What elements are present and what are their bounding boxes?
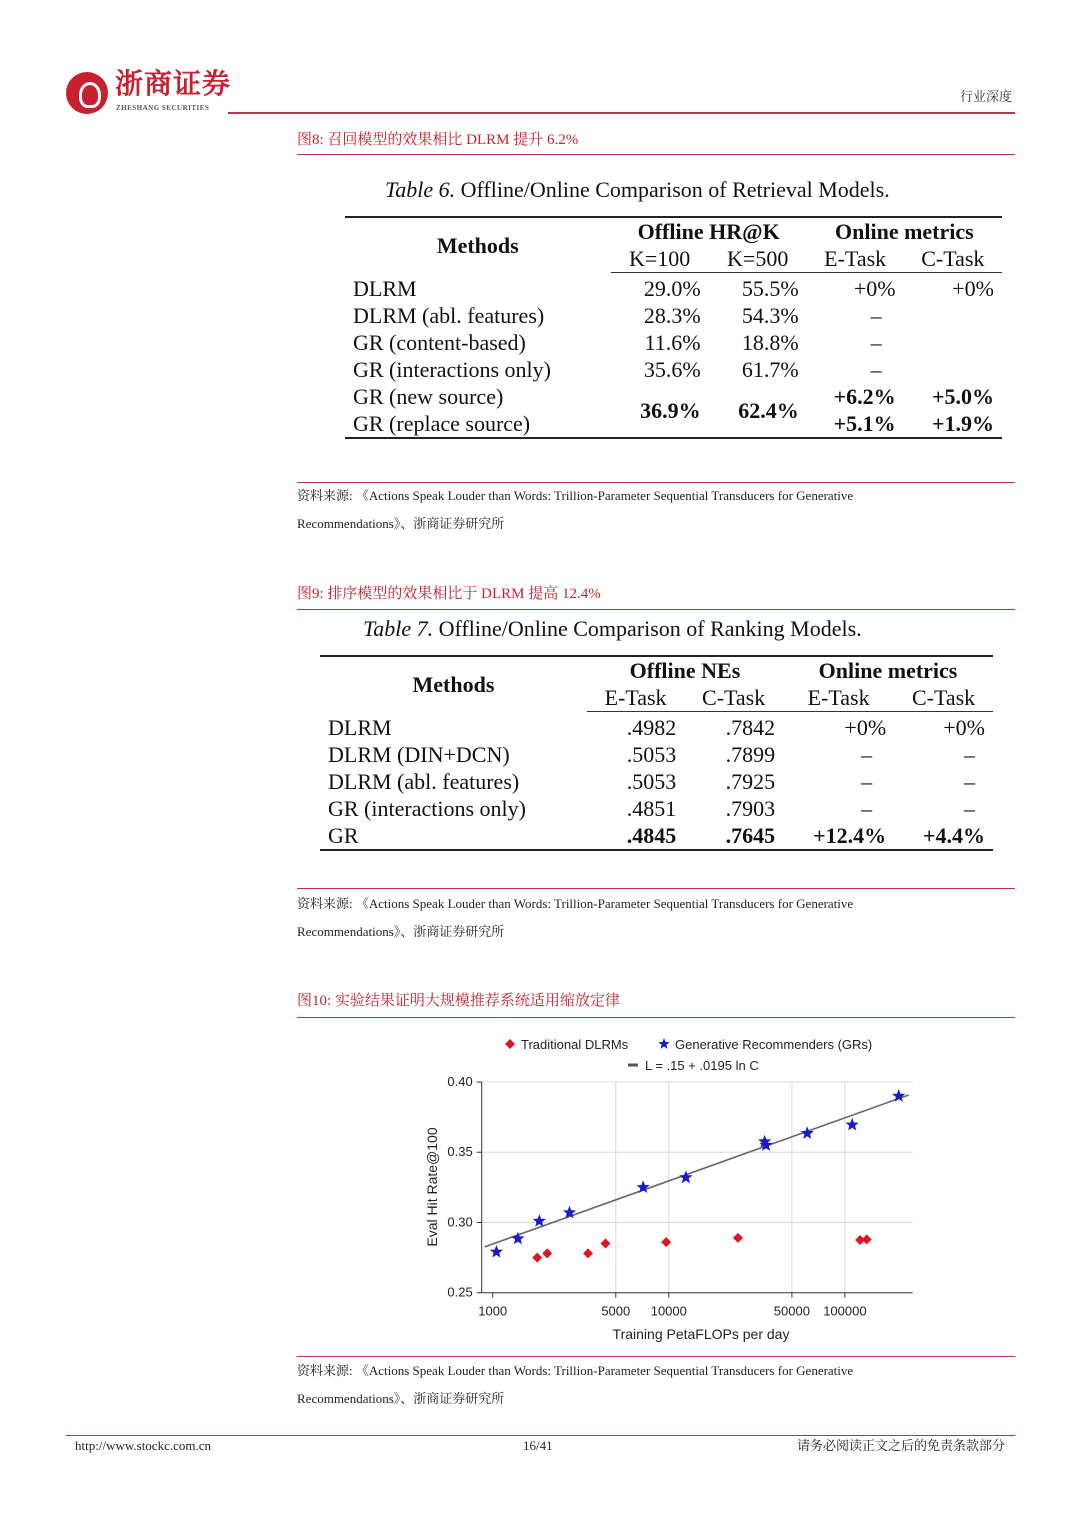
x-tick-label: 1000: [478, 1303, 508, 1319]
value-cell: 35.6%: [643, 357, 701, 382]
value-cell: –: [964, 742, 975, 767]
page-number: 16/41: [523, 1438, 553, 1453]
table-row: [320, 741, 993, 768]
value-cell: –: [870, 303, 882, 328]
method-cell: DLRM (abl. features): [328, 769, 520, 794]
value-cell: +0%: [844, 715, 887, 740]
value-cell: –: [870, 330, 882, 355]
x-tick-label: 10000: [650, 1303, 687, 1319]
footer-disclaimer: 请务必阅读正文之后的免责条款部分: [796, 1438, 1005, 1453]
table-row: [345, 329, 1002, 356]
brand-name-en: ZHESHANG SECURITIES: [116, 104, 210, 112]
value-cell: +5.1%: [833, 411, 896, 436]
value-cell: .7925: [725, 769, 776, 794]
dlrm-point: [661, 1237, 671, 1247]
method-cell: DLRM (abl. features): [353, 303, 545, 328]
table-row: [345, 273, 1002, 303]
footer-url[interactable]: http://www.stockc.com.cn: [75, 1438, 211, 1453]
value-cell: +4.4%: [922, 823, 985, 848]
gr-point: [846, 1118, 859, 1131]
table-row: [345, 356, 1002, 383]
value-cell: 11.6%: [644, 330, 701, 355]
subheader: E-Task: [783, 684, 894, 712]
source-note: 资料来源: 《Actions Speak Louder than Words: Trillion-Parameter Sequential Transducers for Generative: [297, 896, 854, 911]
gr-point: [490, 1245, 503, 1258]
x-tick-label: 5000: [601, 1303, 631, 1319]
value-cell: –: [964, 769, 975, 794]
header-offline: Offline NEs: [629, 658, 741, 683]
header-rule: [228, 112, 1015, 114]
value-cell: [904, 356, 1002, 383]
value-cell: –: [861, 796, 873, 821]
value-cell: –: [861, 769, 873, 794]
header-online: Online metrics: [818, 658, 958, 683]
x-axis-label: Training PetaFLOPs per day: [612, 1326, 790, 1342]
method-cell: DLRM: [328, 714, 392, 740]
value-cell: .7899: [725, 742, 776, 767]
method-cell: DLRM (DIN+DCN): [328, 742, 510, 767]
subheader: K=100: [611, 245, 709, 273]
value-cell: .4851: [626, 796, 677, 821]
value-cell: .7842: [725, 715, 776, 740]
legend-gr-marker-icon: [658, 1038, 669, 1049]
method-cell: GR (content-based): [353, 330, 526, 355]
dlrm-point: [733, 1233, 743, 1243]
ranking-comparison-table: [320, 655, 993, 851]
table-row: [345, 302, 1002, 329]
caption-rule: [297, 1017, 1015, 1018]
y-tick-label: 0.25: [447, 1284, 473, 1300]
header-offline: Offline HR@K: [637, 219, 780, 244]
value-cell: –: [861, 742, 873, 767]
method-cell: GR (replace source): [353, 411, 531, 436]
scaling-law-chart: [420, 1030, 940, 1350]
value-cell: .5053: [626, 769, 677, 794]
value-cell: .7645: [725, 823, 776, 848]
y-axis-label: Eval Hit Rate@100: [424, 1127, 440, 1247]
retrieval-comparison-table: [345, 216, 1002, 439]
table-7-title: Table 7. Offline/Online Comparison of Ranking Models.: [363, 616, 862, 641]
source-rule: [297, 1356, 1015, 1357]
value-cell: –: [870, 357, 882, 382]
header-online: Online metrics: [835, 219, 974, 244]
value-cell: 28.3%: [643, 303, 701, 328]
subheader: C-Task: [904, 245, 1002, 273]
value-cell: 36.9%: [640, 397, 701, 423]
value-cell: +12.4%: [813, 823, 887, 848]
table-row: [320, 768, 993, 795]
dlrm-point: [542, 1248, 552, 1258]
caption-rule: [297, 154, 1015, 155]
dlrm-point: [583, 1248, 593, 1258]
x-tick-label: 50000: [773, 1303, 810, 1319]
dlrm-point: [862, 1234, 872, 1244]
legend-dlrm-marker-icon: [505, 1039, 515, 1049]
value-cell: +1.9%: [931, 411, 994, 436]
source-note: Recommendations》、浙商证券研究所: [297, 924, 505, 939]
figure-8-caption: 图8: 召回模型的效果相比 DLRM 提升 6.2%: [297, 132, 579, 148]
method-cell: GR (interactions only): [353, 357, 551, 382]
footer-rule: [66, 1435, 1015, 1436]
subheader: E-Task: [807, 245, 904, 273]
brand-logo-icon: [66, 72, 108, 114]
y-tick-label: 0.30: [447, 1214, 473, 1230]
value-cell: +0%: [952, 276, 994, 301]
brand-name: 浙商证券: [115, 67, 232, 100]
header-methods: Methods: [436, 233, 519, 258]
value-cell: 61.7%: [741, 357, 799, 382]
section-label: 行业深度: [959, 89, 1012, 104]
figure-10-caption: 图10: 实验结果证明大规模推荐系统适用缩放定律: [297, 993, 620, 1009]
method-cell: GR (new source): [353, 384, 504, 409]
y-tick-label: 0.35: [447, 1144, 473, 1160]
table-row: [320, 795, 993, 822]
value-cell: 18.8%: [741, 330, 799, 355]
method-cell: GR (interactions only): [328, 796, 526, 821]
y-tick-label: 0.40: [447, 1074, 473, 1089]
subheader: C-Task: [684, 684, 783, 712]
table-6-title: Table 6. Offline/Online Comparison of Retrieval Models.: [385, 177, 890, 202]
method-cell: DLRM: [353, 275, 417, 301]
legend-fit-label: L = .15 + .0195 ln C: [645, 1058, 759, 1073]
value-cell: [904, 302, 1002, 329]
table-row: [320, 712, 993, 742]
source-note: Recommendations》、浙商证券研究所: [297, 516, 505, 531]
source-note: 资料来源: 《Actions Speak Louder than Words: Trillion-Parameter Sequential Transducers for Generative: [297, 1363, 854, 1378]
subheader: K=500: [709, 245, 807, 273]
value-cell: +5.0%: [931, 384, 994, 409]
subheader: E-Task: [587, 684, 684, 712]
value-cell: 55.5%: [741, 276, 799, 301]
caption-rule: [297, 609, 1015, 610]
legend-gr-label: Generative Recommenders (GRs): [675, 1037, 873, 1052]
value-cell: 62.4%: [738, 397, 799, 423]
table-row: [345, 383, 1002, 410]
source-rule: [297, 482, 1015, 483]
method-cell: GR: [328, 823, 359, 848]
legend-dlrm-label: Traditional DLRMs: [521, 1037, 629, 1052]
value-cell: +6.2%: [833, 384, 896, 409]
subheader: C-Task: [894, 684, 993, 712]
value-cell: 54.3%: [741, 303, 799, 328]
dlrm-point: [600, 1239, 610, 1249]
value-cell: [904, 329, 1002, 356]
value-cell: .4845: [626, 823, 677, 848]
value-cell: +0%: [943, 715, 985, 740]
source-note: 资料来源: 《Actions Speak Louder than Words: Trillion-Parameter Sequential Transducers for Generative: [297, 488, 854, 503]
value-cell: +0%: [853, 276, 896, 301]
value-cell: –: [964, 796, 975, 821]
value-cell: .4982: [626, 715, 677, 740]
gr-point: [801, 1126, 814, 1139]
value-cell: 29.0%: [643, 276, 701, 301]
figure-9-caption: 图9: 排序模型的效果相比于 DLRM 提高 12.4%: [297, 586, 601, 602]
dlrm-point: [532, 1253, 542, 1263]
value-cell: .5053: [626, 742, 677, 767]
x-tick-label: 100000: [823, 1303, 867, 1319]
table-row: [320, 822, 993, 850]
header-methods: Methods: [412, 672, 495, 697]
value-cell: .7903: [725, 796, 776, 821]
source-rule: [297, 888, 1015, 889]
source-note: Recommendations》、浙商证券研究所: [297, 1391, 505, 1406]
